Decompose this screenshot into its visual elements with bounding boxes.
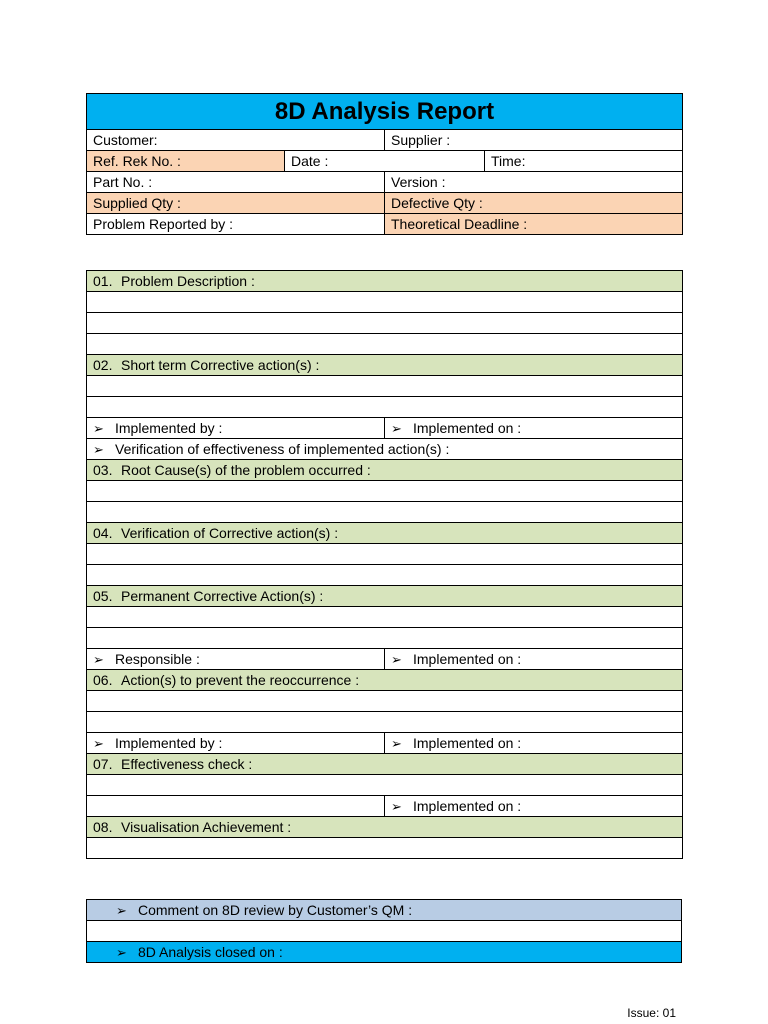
supplied-qty-field[interactable]: Supplied Qty : bbox=[87, 193, 385, 214]
sections-table bbox=[86, 270, 683, 859]
arrow-bullet-icon: ➢ bbox=[93, 442, 104, 457]
section-04-header: 04. Verification of Corrective action(s) : bbox=[87, 523, 683, 544]
defective-qty-field[interactable]: Defective Qty : bbox=[385, 193, 683, 214]
arrow-bullet-icon: ➢ bbox=[93, 421, 104, 436]
section-05-implemented-on[interactable]: ➢ Implemented on : bbox=[385, 649, 683, 670]
arrow-bullet-icon: ➢ bbox=[116, 945, 127, 960]
section-04-line-1[interactable] bbox=[87, 544, 683, 565]
section-06-implemented-on[interactable]: ➢ Implemented on : bbox=[385, 733, 683, 754]
arrow-bullet-icon: ➢ bbox=[93, 652, 104, 667]
section-02-header: 02. Short term Corrective action(s) : bbox=[87, 355, 683, 376]
section-02-implemented-on[interactable]: ➢ Implemented on : bbox=[385, 418, 683, 439]
section-05-line-1[interactable] bbox=[87, 607, 683, 628]
section-01-line-3[interactable] bbox=[87, 334, 683, 355]
section-02-verification[interactable]: ➢ Verification of effectiveness of implemented action(s) : bbox=[87, 439, 683, 460]
section-05-header: 05. Permanent Corrective Action(s) : bbox=[87, 586, 683, 607]
section-03-header: 03. Root Cause(s) of the problem occurred : bbox=[87, 460, 683, 481]
review-table bbox=[86, 899, 682, 963]
arrow-bullet-icon: ➢ bbox=[116, 903, 127, 918]
theoretical-deadline-field[interactable]: Theoretical Deadline : bbox=[385, 214, 683, 235]
section-06-line-2[interactable] bbox=[87, 712, 683, 733]
customer-qm-comment-line[interactable] bbox=[87, 921, 682, 942]
section-01-line-2[interactable] bbox=[87, 313, 683, 334]
section-01-line-1[interactable] bbox=[87, 292, 683, 313]
section-07-line-1[interactable] bbox=[87, 775, 683, 796]
part-no-field[interactable]: Part No. : bbox=[87, 172, 385, 193]
version-field[interactable]: Version : bbox=[385, 172, 683, 193]
section-05-line-2[interactable] bbox=[87, 628, 683, 649]
section-08-line-1[interactable] bbox=[87, 838, 683, 859]
arrow-bullet-icon: ➢ bbox=[391, 652, 402, 667]
section-03-line-1[interactable] bbox=[87, 481, 683, 502]
section-08-header: 08. Visualisation Achievement : bbox=[87, 817, 683, 838]
supplier-field[interactable]: Supplier : bbox=[385, 130, 683, 151]
report-header-table bbox=[86, 93, 683, 235]
section-03-line-2[interactable] bbox=[87, 502, 683, 523]
section-07-header: 07. Effectiveness check : bbox=[87, 754, 683, 775]
section-02-line-2[interactable] bbox=[87, 397, 683, 418]
section-06-implemented-by[interactable]: ➢ Implemented by : bbox=[87, 733, 385, 754]
arrow-bullet-icon: ➢ bbox=[391, 421, 402, 436]
date-field[interactable]: Date : bbox=[285, 151, 485, 172]
report-title: 8D Analysis Report bbox=[87, 94, 683, 130]
ref-rek-no-field[interactable]: Ref. Rek No. : bbox=[87, 151, 285, 172]
analysis-closed-on[interactable]: ➢ 8D Analysis closed on : bbox=[87, 942, 682, 963]
section-07-implemented-on[interactable]: ➢ Implemented on : bbox=[385, 796, 683, 817]
section-02-line-1[interactable] bbox=[87, 376, 683, 397]
arrow-bullet-icon: ➢ bbox=[391, 799, 402, 814]
customer-qm-comment-header: ➢ Comment on 8D review by Customer’s QM : bbox=[87, 900, 682, 921]
arrow-bullet-icon: ➢ bbox=[391, 736, 402, 751]
section-06-line-1[interactable] bbox=[87, 691, 683, 712]
customer-field[interactable]: Customer: bbox=[87, 130, 385, 151]
arrow-bullet-icon: ➢ bbox=[93, 736, 104, 751]
issue-number: Issue: 01 bbox=[627, 1006, 676, 1020]
time-field[interactable]: Time: bbox=[485, 151, 683, 172]
section-07-blank-cell[interactable] bbox=[87, 796, 385, 817]
section-02-implemented-by[interactable]: ➢ Implemented by : bbox=[87, 418, 385, 439]
section-04-line-2[interactable] bbox=[87, 565, 683, 586]
section-05-responsible[interactable]: ➢ Responsible : bbox=[87, 649, 385, 670]
problem-reported-by-field[interactable]: Problem Reported by : bbox=[87, 214, 385, 235]
section-01-header: 01. Problem Description : bbox=[87, 271, 683, 292]
section-06-header: 06. Action(s) to prevent the reoccurrence : bbox=[87, 670, 683, 691]
